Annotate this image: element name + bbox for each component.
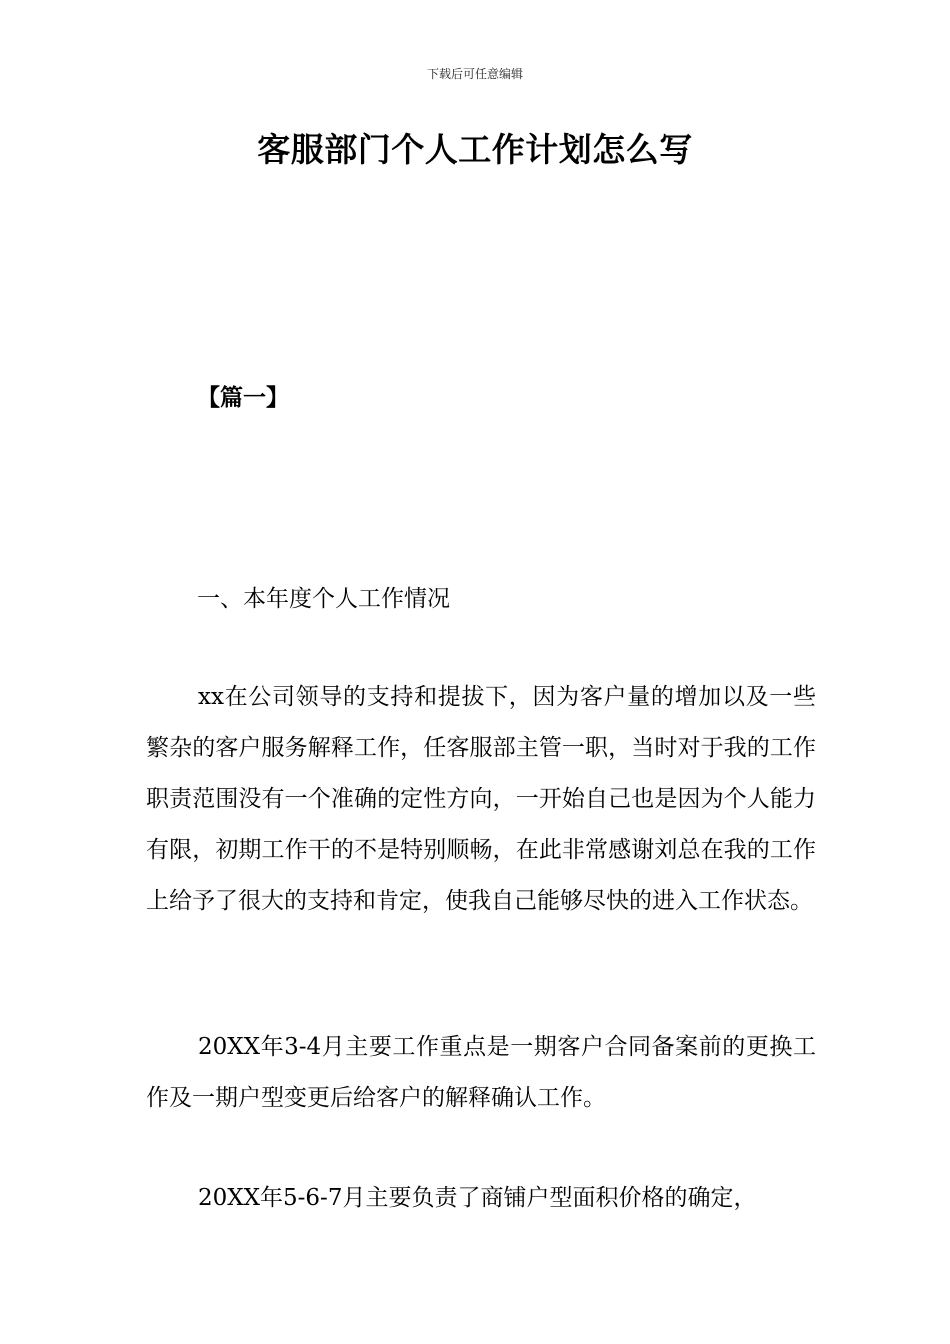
header-note: 下载后可任意编辑 xyxy=(426,67,523,81)
body-paragraph: 20XX年3-4月主要工作重点是一期客户合同备案前的更换工作及一期户型变更后给客户的解释确认工作。 xyxy=(146,1034,816,1111)
body-paragraph: xx在公司领导的支持和提拔下，因为客户量的增加以及一些繁杂的客户服务解释工作，任客服部主管一职，当时对于我的工作职责范围没有一个准确的定性方向，一开始自己也是因为个人能力有限，初期工作干的不是特别顺畅，在此非常感谢刘总在我的工作上给予了很大的支持和肯定，使我自己能够尽快的进入工作状态。 xyxy=(146,684,816,914)
section-heading: 一、本年度个人工作情况 xyxy=(197,586,450,612)
document-title: 客服部门个人工作计划怎么写 xyxy=(257,130,693,169)
section-label: 【篇一】 xyxy=(197,384,289,411)
body-paragraph: 20XX年5-6-7月主要负责了商铺户型面积价格的确定， xyxy=(198,1185,757,1211)
